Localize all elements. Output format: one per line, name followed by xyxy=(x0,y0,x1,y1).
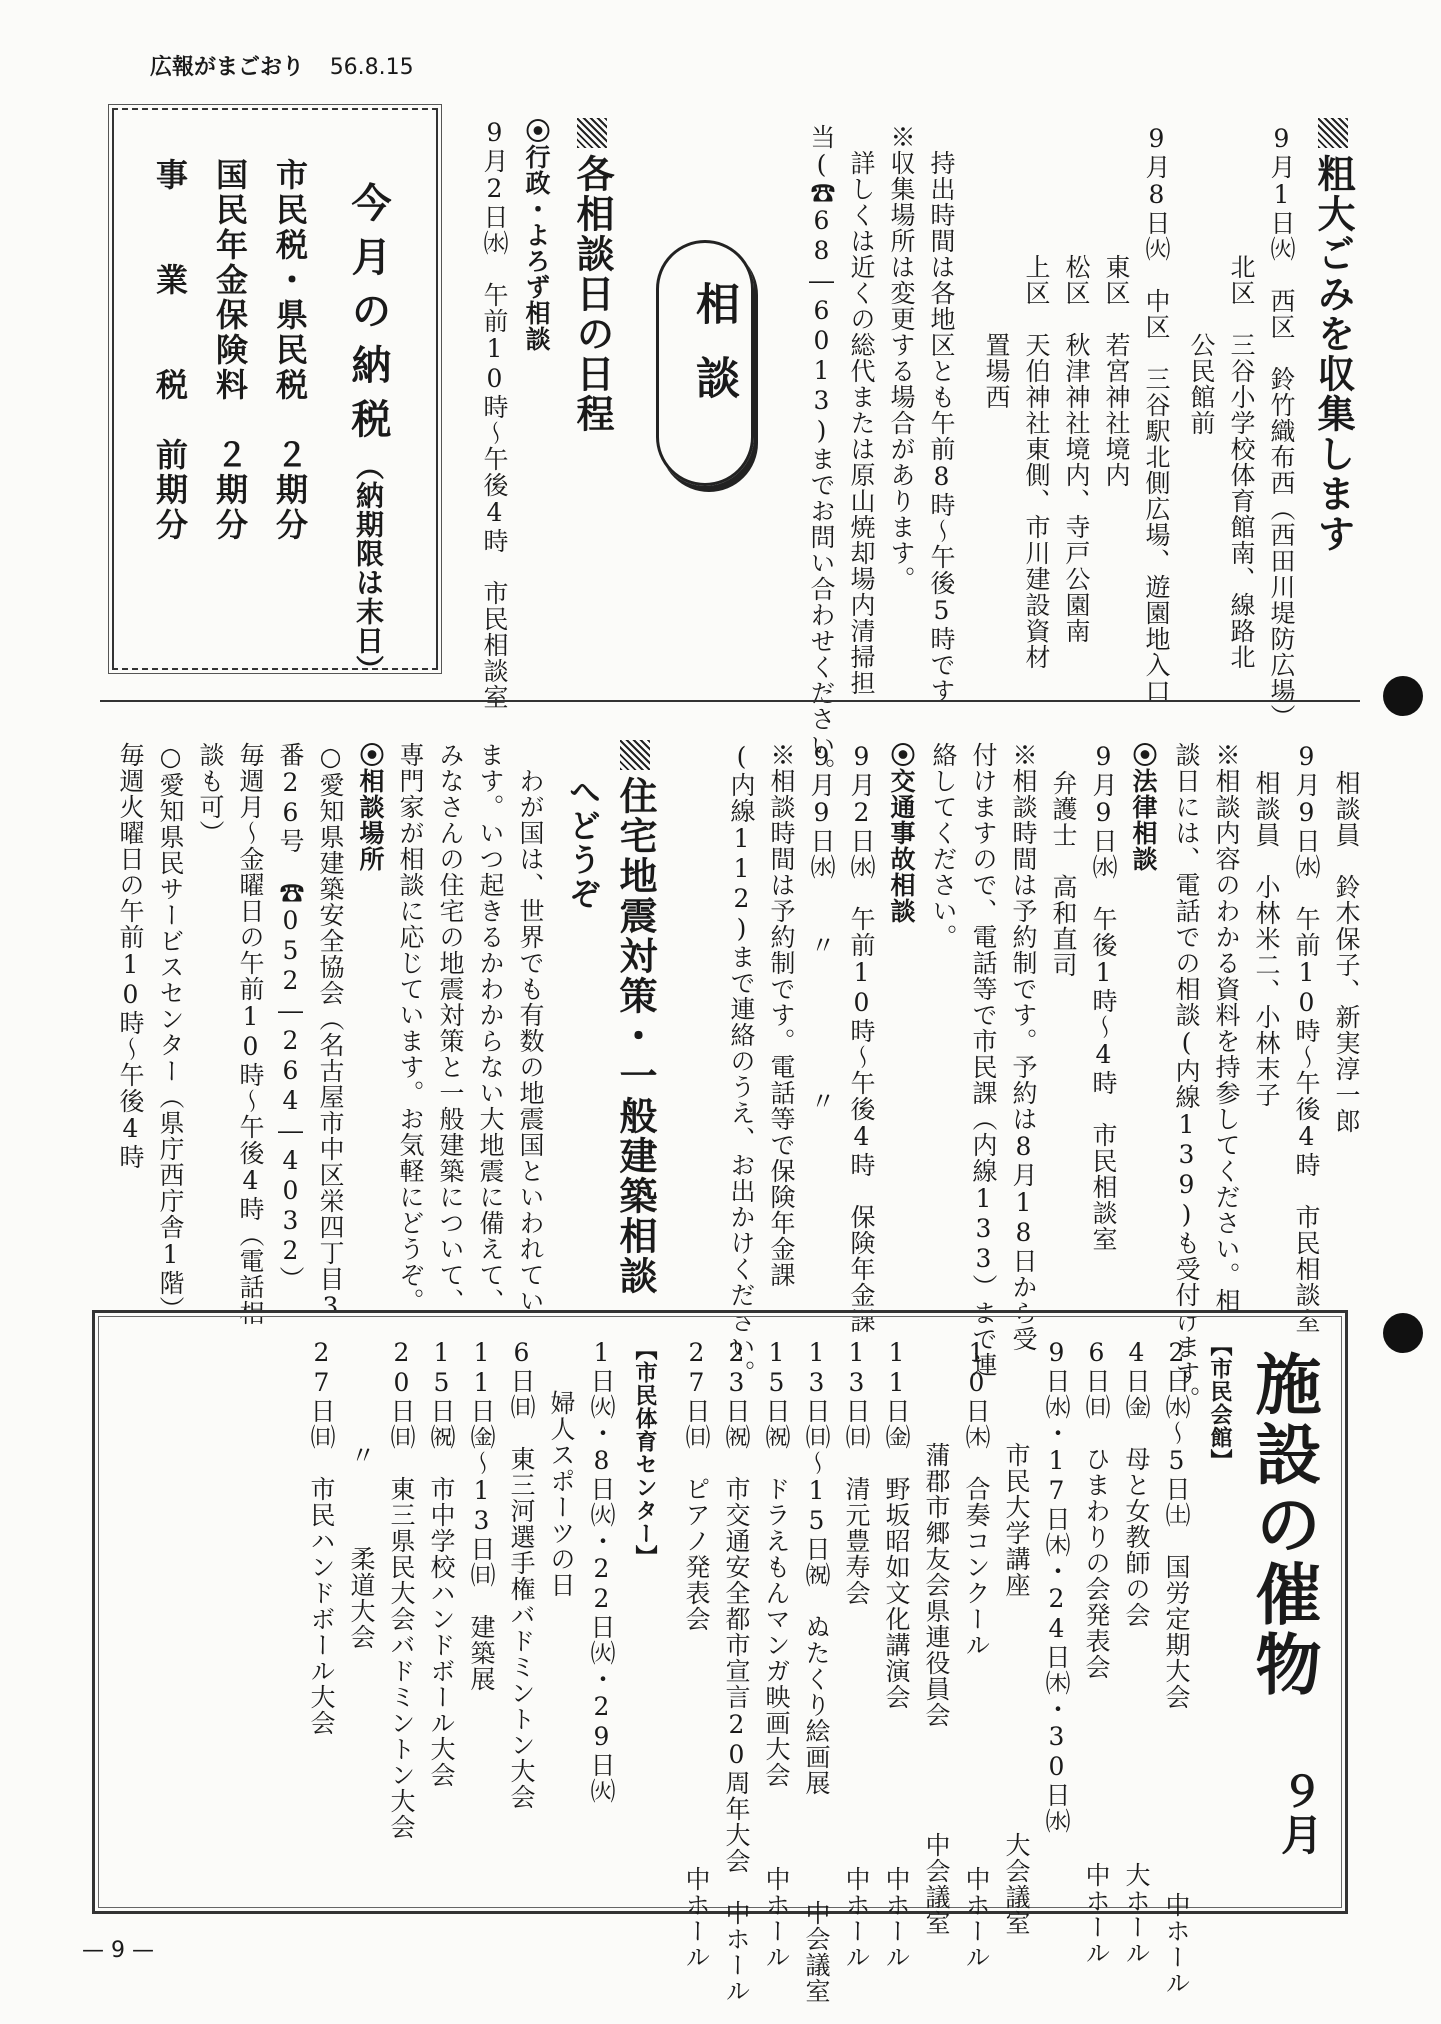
event-line: 23日㈷ 市交通安全都市宣言20周年大会 中ホール xyxy=(722,1338,751,2004)
quake-line: ます。いつ起きるかわからない大地震に備えて、 xyxy=(476,742,505,1314)
garbage-line: ※収集場所は変更する場合があります。 xyxy=(887,124,916,592)
consult2-line: ※相談時間は予約制です。電話等で保険年金課 xyxy=(767,742,796,1288)
event-line: 9日㈬・17日㈭・24日㈭・30日㈬ xyxy=(1042,1338,1071,1834)
event-line: 10日㈭ 合奏コンクール 中ホール xyxy=(962,1338,991,1970)
hatch-mark-icon xyxy=(1318,118,1348,148)
garbage-line: 9月8日㈫ 中区 三谷駅北側広場、遊園地入口 xyxy=(1142,124,1171,704)
event-line: 〃 柔道大会 xyxy=(347,1338,376,1650)
consult2-line: 絡してください。 xyxy=(929,742,958,950)
consult2-line: 9月2日㈬ 午前10時〜午後4時 保険年金課 xyxy=(847,742,876,1334)
quake-line: ⦿相談場所 xyxy=(356,742,385,872)
garbage-line: 北区 三谷小学校体育館南、線路北 xyxy=(1227,124,1256,670)
punch-hole xyxy=(1383,1313,1423,1353)
event-line: 婦人スポーツの日 xyxy=(547,1338,576,1598)
events-section-hall: 【市民会館】 xyxy=(1207,1334,1233,1472)
garbage-line: 公民館前 xyxy=(1187,124,1216,436)
consult2-line: 弁護士 高和直司 xyxy=(1049,770,1078,978)
consult2-line: ※相談時間は予約制です。予約は8月18日から受 xyxy=(1009,742,1038,1352)
event-line: 1日㈫・8日㈫・22日㈫・29日㈫ xyxy=(587,1338,616,1804)
section-divider xyxy=(100,700,1360,702)
event-line: 市民大学講座 大会議室 xyxy=(1002,1338,1031,1936)
garbage-line: 9月1日㈫ 西区 鈴竹織布西（西田川堤防広場） xyxy=(1267,124,1296,730)
consult-title: 各相談日の日程 xyxy=(565,118,620,434)
garbage-line: 置場西 xyxy=(982,124,1011,410)
event-line: 蒲郡市郷友会県連役員会 中会議室 xyxy=(922,1338,951,1936)
tax-row: 国民年金保険料 ２期分 xyxy=(211,158,249,543)
event-line: 27日㈰ 市民ハンドボール大会 xyxy=(307,1338,336,1736)
consult2-line: 付けますので、電話等で市民課（内線133）まで連 xyxy=(969,742,998,1378)
event-line: 4日㈮ 母と女教師の会 大ホール xyxy=(1122,1338,1151,1966)
page-header xyxy=(150,50,414,81)
consult-sub: ⦿行政・よろず相談 xyxy=(522,118,551,352)
quake-line: 毎週月〜金曜日の午前10時〜午後4時（電話相 xyxy=(236,742,265,1326)
consult2-line: 談日には、電話での相談(内線139)も受付けます。 xyxy=(1172,742,1201,1412)
event-line: 6日㈰ 東三河選手権バドミントン大会 xyxy=(507,1338,536,1810)
garbage-title: 粗大ごみを収集します xyxy=(1306,118,1361,554)
event-line: 13日㈰〜15日㈷ ぬたくり絵画展 中会議室 xyxy=(802,1338,831,2004)
punch-hole xyxy=(1383,676,1423,716)
page-number: — 9 — xyxy=(82,1938,154,1963)
consult2-line: 9月9日㈬ 午後1時〜4時 市民相談室 xyxy=(1089,742,1118,1252)
event-line: 27日㈰ ピアノ発表会 中ホール xyxy=(682,1338,711,1970)
garbage-line: 上区 天伯神社東側、市川建設資材 xyxy=(1022,124,1051,670)
consult2-line: ⦿交通事故相談 xyxy=(887,742,916,924)
quake-line: わが国は、世界でも有数の地震国といわれてい xyxy=(516,742,545,1314)
events-month: ９月 xyxy=(1275,1770,1324,1856)
event-line: 20日㈰ 東三県民大会バドミントン大会 xyxy=(387,1338,416,1840)
quake-line: 番26号 ☎052―264―4032） xyxy=(276,742,305,1292)
tax-row: 事 業 税 前期分 xyxy=(151,158,189,543)
tax-title: 今月の納税（納期限は末日） xyxy=(345,182,391,684)
events-title: 施設の催物 xyxy=(1244,1350,1322,1700)
event-line: 15日㈷ 市中学校ハンドボール大会 xyxy=(427,1338,456,1788)
publication-name: 広報がまごおり xyxy=(150,55,305,80)
quake-line: ○愛知県民サービスセンター（県庁西庁舎1階） xyxy=(156,742,185,1322)
quake-line: ○愛知県建築安全協会（名古屋市中区栄四丁目3 xyxy=(316,742,345,1322)
event-line: 15日㈷ ドラえもんマンガ映画大会 中ホール xyxy=(762,1338,791,1970)
garbage-line: 持出時間は各地区とも午前8時〜午後5時です xyxy=(927,124,956,704)
garbage-line: 松区 秋津神社境内、寺戸公園南 xyxy=(1062,124,1091,644)
consult2-line: 9月9日㈬ 〃 〃 xyxy=(807,742,836,1114)
consult-line: 9月2日㈬ 午前10時〜午後4時 市民相談室 xyxy=(480,118,509,710)
event-line: 11日㈮〜13日㈰ 建築展 xyxy=(467,1338,496,1692)
consult2-line: ⦿法律相談 xyxy=(1129,742,1158,872)
event-line: 6日㈰ ひまわりの会発表会 中ホール xyxy=(1082,1338,1111,1966)
quake-line: 専門家が相談に応じています。お気軽にどうぞ。 xyxy=(396,742,425,1314)
quake-line: 談も可） xyxy=(196,742,225,846)
events-section-gym: 【市民体育センター】 xyxy=(632,1338,658,1568)
garbage-line: 詳しくは近くの総代または原山焼却場内清掃担 xyxy=(847,124,876,696)
quake-title-2: へどうぞ xyxy=(564,775,602,911)
consult2-line: ※相談内容のわかる資料を持参してください。相 xyxy=(1212,742,1241,1314)
event-line: 11日㈮ 野坂昭如文化講演会 中ホール xyxy=(882,1338,911,1970)
hatch-mark-icon xyxy=(620,740,650,770)
garbage-line: 当(☎68―6013)までお問い合わせください。 xyxy=(807,124,836,784)
event-line: 13日㈰ 清元豊寿会 中ホール xyxy=(842,1338,871,1970)
garbage-line: 東区 若宮神社境内 xyxy=(1102,124,1131,488)
consult2-line: (内線112)まで連絡のうえ、お出かけください。 xyxy=(727,742,756,1386)
quake-title: 住宅地震対策・一般建築相談 xyxy=(608,740,663,1296)
consult2-line: 相談員 鈴木保子、新実淳一郎 xyxy=(1332,770,1361,1134)
hatch-mark-icon xyxy=(577,118,607,148)
tax-row: 市民税・県民税 ２期分 xyxy=(271,158,309,543)
consult-badge: 相談 xyxy=(656,240,754,486)
consult2-line: 相談員 小林米二、小林末子 xyxy=(1252,770,1281,1108)
event-line: 2日㈬〜5日㈯ 国労定期大会 中ホール xyxy=(1162,1338,1191,1996)
quake-line: みなさんの住宅の地震対策と一般建築について、 xyxy=(436,742,465,1314)
consult2-line: 9月9日㈬ 午前10時〜午後4時 市民相談室 xyxy=(1292,742,1321,1334)
issue-date: 56.8.15 xyxy=(329,55,414,80)
quake-line: 毎週火曜日の午前10時〜午後4時 xyxy=(116,742,145,1170)
